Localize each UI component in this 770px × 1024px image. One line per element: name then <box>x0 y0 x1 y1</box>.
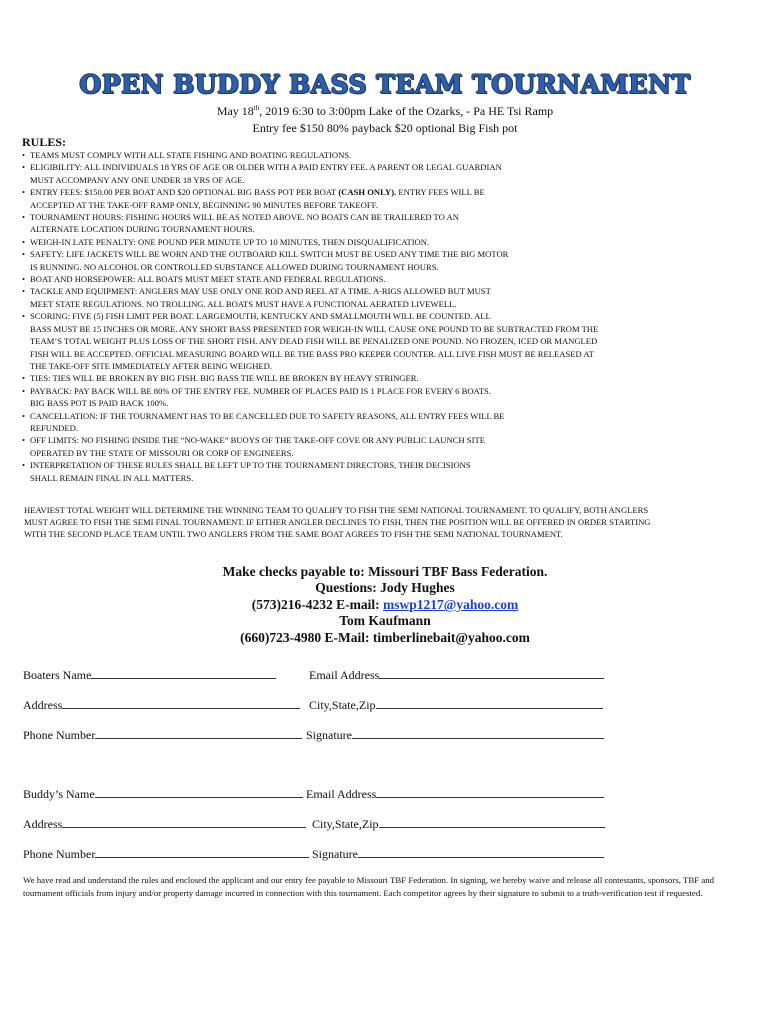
bullet-icon: • <box>22 162 26 173</box>
rules-heading: RULES: <box>22 135 67 149</box>
boater-phone-blank[interactable] <box>95 727 302 739</box>
bullet-icon: • <box>22 460 26 471</box>
boater-city-blank[interactable] <box>376 697 603 709</box>
buddy-address-blank[interactable] <box>62 816 306 828</box>
rule-item <box>22 310 602 372</box>
email-link-1[interactable]: mswp1217@yahoo.com <box>383 597 519 612</box>
qualification-note: HEAVIEST TOTAL WEIGHT WILL DETERMINE THE WINNING TEAM TO QUALIFY TO FISH THE SEMI NATIONAL TOURNAMENT. TO QUALIFY, BOTH ANGLERS MUST AGREE TO FISH THE SEMI FINAL TOURNAMENT. IF EITHER ANGLER DECLINES TO FISH, THEN THE POSITION WILL BE OFFERED IN ORDER STARTING WITH THE SECOND PLACE TEAM UNTIL TWO ANGLERS FROM THE SAME BOAT AGREES TO FISH THE SEMI NATIONAL TOURNAMENT. <box>24 505 651 540</box>
questions-line: Questions: Jody Hughes <box>315 580 455 595</box>
bullet-icon: • <box>22 274 26 285</box>
rule-continuation: IS RUNNING. NO ALCOHOL OR CONTROLLED SUBSTANCE ALLOWED DURING TOURNAMENT HOURS. <box>30 261 439 272</box>
event-date-line <box>0 104 770 119</box>
boater-city-label: City,State,Zip <box>309 698 376 712</box>
boater-name-label: Boaters Name <box>23 668 92 682</box>
rule-text: ELIGIBILITY: ALL INDIVIDUALS 18 YRS OF AGE OR OLDER WITH A PAID ENTRY FEE. A PARENT OR LEGAL GUARDIAN <box>30 162 502 173</box>
rule-item <box>22 273 602 285</box>
bullet-icon: • <box>22 236 26 247</box>
rule-text: TIES: TIES WILL BE BROKEN BY BIG FISH. BIG BASS TIE WILL BE BROKEN BY HEAVY STRINGER. <box>30 373 419 384</box>
rules-list <box>22 149 602 484</box>
buddy-name-field[interactable] <box>23 786 303 802</box>
rule-item <box>22 434 602 459</box>
rule-text-after: ENTRY FEES WILL BE <box>396 187 485 198</box>
rule-continuation: MUST ACCOMPANY ANY ONE UNDER 18 YRS OF AGE. <box>30 174 245 185</box>
boater-address-label: Address <box>23 698 63 712</box>
boater-signature-blank[interactable] <box>352 727 604 739</box>
rule-continuation: BIG BASS POT IS PAID BACK 100%. <box>30 398 169 409</box>
boater-signature-label: Signature <box>306 728 352 742</box>
date-superscript: th <box>253 104 260 112</box>
rule-item <box>22 372 602 384</box>
rule-continuation: SHALL REMAIN FINAL IN ALL MATTERS. <box>30 472 194 483</box>
date-prefix: May 18 <box>216 104 254 118</box>
buddy-email-field[interactable] <box>306 786 604 802</box>
rule-text: WEIGH-IN LATE PENALTY: ONE POUND PER MINUTE UP TO 10 MINUTES, THEN DISQUALIFICATION. <box>30 236 430 247</box>
bullet-icon: • <box>22 311 26 322</box>
rule-continuation: MEET STATE REGULATIONS. NO TROLLING. ALL BOATS MUST HAVE A FUNCTIONAL AERATED LIVEWELL. <box>30 298 457 309</box>
rule-continuation: ACCEPTED AT THE TAKE-OFF RAMP ONLY, BEGINNING 90 MINUTES BEFORE TAKEOFF. <box>30 199 378 210</box>
buddy-city-label: City,State,Zip <box>312 817 379 831</box>
date-suffix: , 2019 6:30 to 3:00pm Lake of the Ozarks, - Pa HE Tsi Ramp <box>259 104 554 118</box>
rule-item <box>22 211 602 236</box>
buddy-city-blank[interactable] <box>379 816 605 828</box>
rule-item <box>22 410 602 435</box>
rule-text: CANCELLATION: IF THE TOURNAMENT HAS TO BE CANCELLED DUE TO SAFETY REASONS, ALL ENTRY FEES WILL BE <box>30 410 505 421</box>
buddy-phone-blank[interactable] <box>95 846 309 858</box>
buddy-phone-label: Phone Number <box>23 847 96 861</box>
rule-item <box>22 459 602 484</box>
rule-continuation: ALTERNATE LOCATION DURING TOURNAMENT HOURS. <box>30 224 255 235</box>
rule-text: SAFETY: LIFE JACKETS WILL BE WORN AND THE OUTBOARD KILL SWITCH MUST BE USED ANY TIME THE BIG MOTOR <box>30 249 509 260</box>
rule-text: ENTRY FEES: $150.00 PER BOAT AND $20 OPTIONAL BIG BASS POT PER BOAT <box>30 187 339 198</box>
bullet-icon: • <box>22 286 26 297</box>
bullet-icon: • <box>22 249 26 260</box>
buddy-name-label: Buddy’s Name <box>23 787 95 801</box>
rule-text: TOURNAMENT HOURS: FISHING HOURS WILL BE AS NOTED ABOVE. NO BOATS CAN BE TRAILERED TO AN <box>30 212 459 223</box>
buddy-signature-label: Signature <box>312 847 358 861</box>
rule-text: TACKLE AND EQUIPMENT: ANGLERS MAY USE ONLY ONE ROD AND REEL AT A TIME. A-RIGS ALLOWED BUT MUST <box>30 286 491 297</box>
bullet-icon: • <box>22 373 26 384</box>
buddy-signature-blank[interactable] <box>358 846 604 858</box>
bullet-icon: • <box>22 187 26 198</box>
bullet-icon: • <box>22 410 26 421</box>
rule-bold-text: (CASH ONLY). <box>338 187 397 198</box>
buddy-signature-field[interactable] <box>312 846 604 862</box>
page-title: OPEN BUDDY BASS TEAM TOURNAMENT <box>79 70 691 99</box>
boater-address-blank[interactable] <box>62 697 300 709</box>
rule-text: BOAT AND HORSEPOWER: ALL BOATS MUST MEET STATE AND FEDERAL REGULATIONS. <box>30 274 386 285</box>
rule-item <box>22 285 602 310</box>
rule-item <box>22 248 602 273</box>
buddy-name-blank[interactable] <box>95 786 303 798</box>
rule-continuation: OPERATED BY THE STATE OF MISSOURI OR CORP OF ENGINEERS. <box>30 447 294 458</box>
waiver-disclaimer: We have read and understand the rules and enclosed the applicant and our entry fee payable to Missouri TBF Federation. In signing, we hereby waive and release all contestants, sponsors, TBF and tournament officials from injury and/or property damage incurred in connection with this tournament. Each competitor agrees by their signature to submit to a truth-verification test if requested. <box>23 875 715 898</box>
entry-fee-line: Entry fee $150 80% payback $20 optional Big Fish pot <box>252 121 518 135</box>
boater-phone-field[interactable] <box>23 727 302 743</box>
rule-item <box>22 385 602 410</box>
rule-continuation: REFUNDED. <box>30 422 78 433</box>
bullet-icon: • <box>22 212 26 223</box>
buddy-email-blank[interactable] <box>376 786 604 798</box>
rule-text: TEAMS MUST COMPLY WITH ALL STATE FISHING AND BOATING REGULATIONS. <box>30 150 352 160</box>
boater-signature-field[interactable] <box>306 727 604 743</box>
bullet-icon: • <box>22 150 26 160</box>
boater-email-blank[interactable] <box>379 667 604 679</box>
boater-phone-label: Phone Number <box>23 728 96 742</box>
rule-item <box>22 186 602 211</box>
rule-item <box>22 236 602 248</box>
rule-text: SCORING: FIVE (5) FISH LIMIT PER BOAT. LARGEMOUTH, KENTUCKY AND SMALLMOUTH WILL BE COUNTED. ALL <box>30 311 491 322</box>
contact-phone-2: (660)723-4980 E-Mail: timberlinebait@yahoo.com <box>240 630 530 645</box>
buddy-phone-field[interactable] <box>23 846 309 862</box>
payable-line: Make checks payable to: Missouri TBF Bass Federation. <box>222 564 548 579</box>
buddy-address-field[interactable] <box>23 816 306 832</box>
rule-item <box>22 161 602 186</box>
bullet-icon: • <box>22 435 26 446</box>
buddy-email-label: Email Address <box>306 787 377 801</box>
rule-text: INTERPRETATION OF THESE RULES SHALL BE LEFT UP TO THE TOURNAMENT DIRECTORS, THEIR DECISIONS <box>30 460 471 471</box>
rule-text: PAYBACK: PAY BACK WILL BE 80% OF THE ENTRY FEE. NUMBER OF PLACES PAID IS 1 PLACE FOR EVERY 6 BOATS. <box>30 385 491 396</box>
rule-text: OFF LIMITS: NO FISHING INSIDE THE “NO-WAKE” BUOYS OF THE TAKE-OFF COVE OR ANY PUBLIC LAUNCH SITE <box>30 435 485 446</box>
phone-1-text: (573)216-4232 E-mail: <box>251 597 384 612</box>
boater-address-field[interactable] <box>23 697 300 713</box>
boater-name-blank[interactable] <box>91 667 276 679</box>
boater-email-label: Email Address <box>309 668 380 682</box>
boater-email-field[interactable] <box>309 667 604 683</box>
boater-name-field[interactable] <box>23 667 276 683</box>
buddy-city-field[interactable] <box>312 816 605 832</box>
boater-city-field[interactable] <box>309 697 603 713</box>
rule-continuation: BASS MUST BE 15 INCHES OR MORE. ANY SHORT BASS PRESENTED FOR WEIGH-IN WILL CAUSE ONE POUND TO BE SUBTRACTED FROM THE TEAM’S TOTAL WEIGHT PLUS LOSS OF THE SHORT FISH. ANY DEAD FISH WILL BE PENALIZED ONE POUND. NO FROZEN, ICED OR MANGLED FISH WILL BE ACCEPTED. OFFICIAL MEASURING BOARD WILL BE THE BASS PRO KEEPER COUNTER. ALL LIVE FISH MUST BE RELEASED AT THE TAKE-OFF SITE IMMEDIATELY AFTER BEING WEIGHED. <box>30 323 599 371</box>
contact-name-2: Tom Kaufmann <box>339 613 431 628</box>
rule-item <box>22 149 602 161</box>
buddy-address-label: Address <box>23 817 63 831</box>
contact-phone-1 <box>0 597 770 613</box>
bullet-icon: • <box>22 385 26 396</box>
